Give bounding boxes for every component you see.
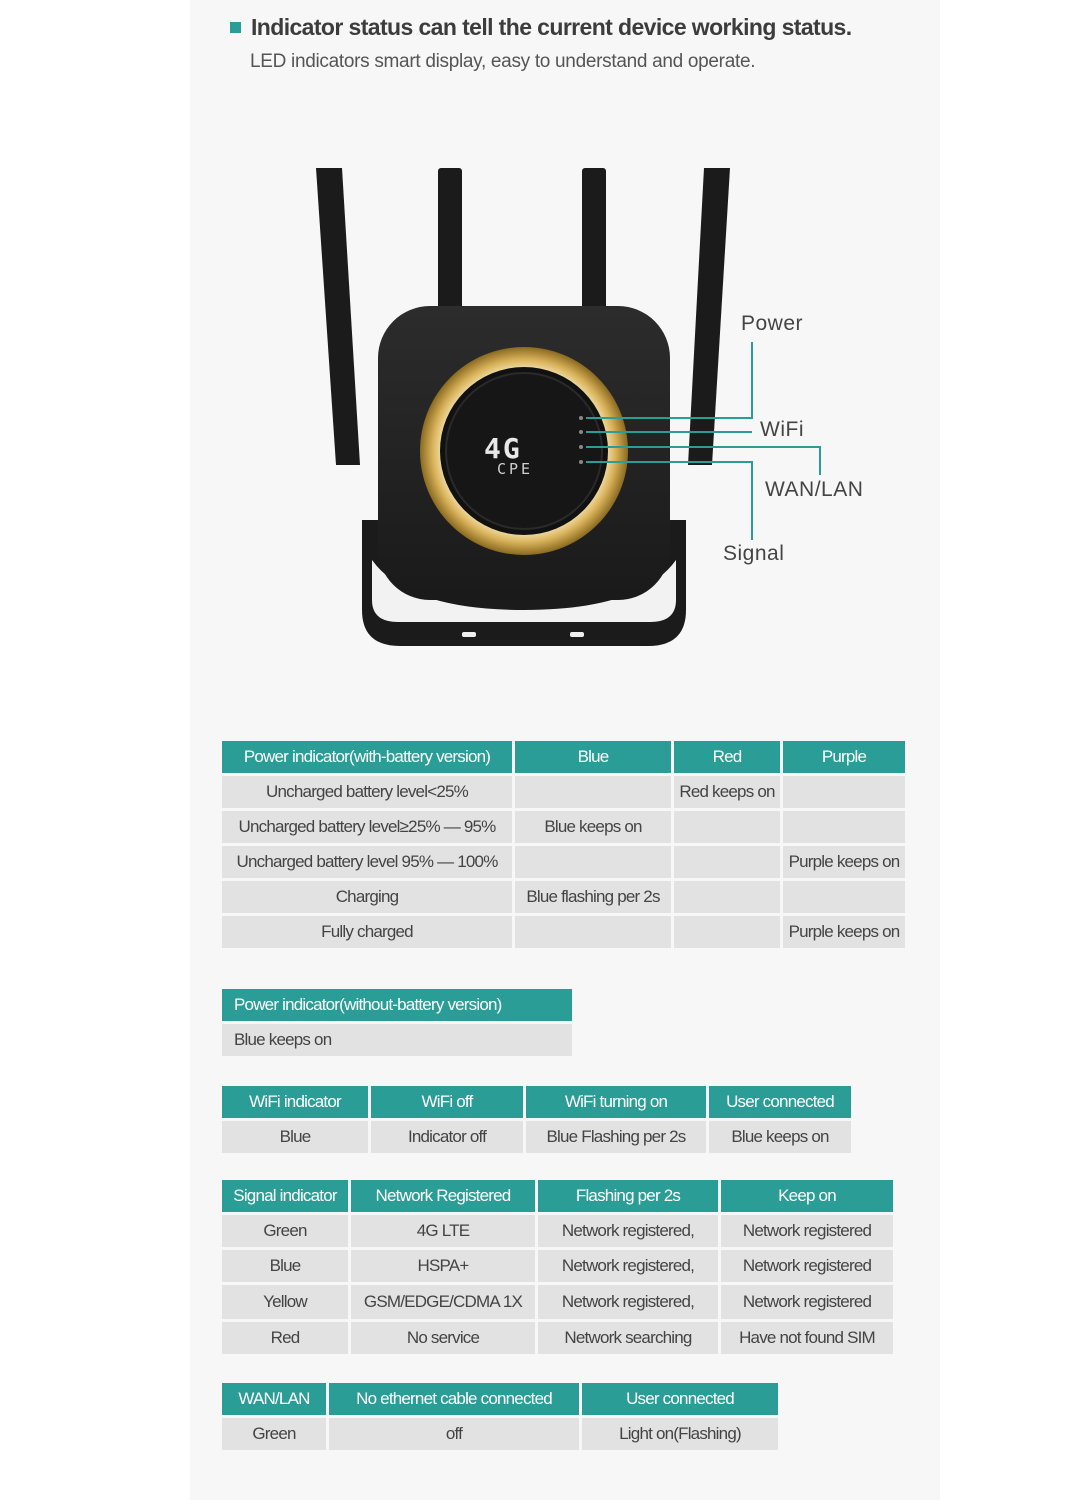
table-row [222, 776, 905, 808]
table-cell [674, 881, 780, 913]
table-cell: No service [351, 1322, 535, 1354]
header-cell: Purple [783, 741, 905, 773]
table-header-row [222, 1180, 893, 1212]
table-row [222, 1285, 893, 1319]
header-cell: Blue [515, 741, 671, 773]
router-illustration [0, 0, 1074, 700]
signal-table [219, 1177, 896, 1357]
table-row [222, 1215, 893, 1247]
table-cell: 4G LTE [351, 1215, 535, 1247]
table-cell: Blue [222, 1121, 368, 1153]
header-cell: WAN/LAN [222, 1383, 326, 1415]
table-row [222, 846, 905, 878]
table-cell: off [329, 1418, 579, 1450]
table-cell: Green [222, 1418, 326, 1450]
table-cell: Fully charged [222, 916, 512, 948]
table-cell: Have not found SIM [721, 1322, 893, 1354]
header-cell: Keep on [721, 1180, 893, 1212]
router-logo-4g: 4G [484, 432, 522, 465]
header-cell: Signal indicator [222, 1180, 348, 1212]
table-cell [783, 811, 905, 843]
table-cell: Network registered [721, 1215, 893, 1247]
callout-signal: Signal [723, 542, 785, 565]
table-cell: Charging [222, 881, 512, 913]
header-cell: Power indicator(with-battery version) [222, 741, 512, 773]
table-row [222, 1418, 778, 1450]
table-row [222, 916, 905, 948]
table-cell: Red keeps on [674, 776, 780, 808]
table-cell: Blue keeps on [222, 1024, 572, 1056]
table-cell [674, 916, 780, 948]
table-cell: Purple keeps on [783, 916, 905, 948]
table-cell: Yellow [222, 1285, 348, 1319]
table-header-row [222, 1086, 851, 1118]
table-cell: GSM/EDGE/CDMA 1X [351, 1285, 535, 1319]
table-cell: Uncharged battery level≥25% — 95% [222, 811, 512, 843]
table-cell [783, 881, 905, 913]
table-row [222, 1121, 851, 1153]
table-cell: Red [222, 1322, 348, 1354]
header-cell: Network Registered [351, 1180, 535, 1212]
table-cell: Network registered [721, 1285, 893, 1319]
table-cell: Green [222, 1215, 348, 1247]
header-cell: WiFi indicator [222, 1086, 368, 1118]
table-row [222, 1322, 893, 1354]
page-title: Indicator status can tell the current device working status. [251, 14, 852, 40]
table-row [222, 1250, 893, 1282]
table-cell: Network registered, [538, 1285, 718, 1319]
table-row [222, 1024, 572, 1056]
table-row [222, 881, 905, 913]
table-cell [515, 916, 671, 948]
table-cell: Uncharged battery level<25% [222, 776, 512, 808]
header-cell: Power indicator(without-battery version) [222, 989, 572, 1021]
power-nobattery-table [219, 986, 575, 1059]
table-cell: Blue flashing per 2s [515, 881, 671, 913]
power-battery-table [219, 738, 908, 951]
table-cell: Network searching [538, 1322, 718, 1354]
callout-wanlan: WAN/LAN [765, 478, 864, 501]
header-cell: Red [674, 741, 780, 773]
table-cell: Uncharged battery level 95% — 100% [222, 846, 512, 878]
header-cell: WiFi turning on [526, 1086, 706, 1118]
table-row [222, 811, 905, 843]
table-cell: Blue [222, 1250, 348, 1282]
table-cell: Indicator off [371, 1121, 523, 1153]
table-cell: Purple keeps on [783, 846, 905, 878]
wifi-table [219, 1083, 854, 1156]
callout-power: Power [741, 312, 804, 335]
table-cell [783, 776, 905, 808]
router-logo-cpe: CPE [497, 460, 534, 478]
table-cell: Blue keeps on [709, 1121, 851, 1153]
header-cell: User connected [709, 1086, 851, 1118]
router-image [0, 0, 1074, 700]
table-cell: Network registered [721, 1250, 893, 1282]
table-cell: Blue Flashing per 2s [526, 1121, 706, 1153]
header-cell: User connected [582, 1383, 778, 1415]
table-cell: Blue keeps on [515, 811, 671, 843]
wanlan-table [219, 1380, 781, 1453]
header-cell: Flashing per 2s [538, 1180, 718, 1212]
page-subtitle: LED indicators smart display, easy to understand and operate. [250, 51, 756, 72]
callout-wifi: WiFi [760, 418, 804, 441]
table-cell: Network registered, [538, 1215, 718, 1247]
table-cell: HSPA+ [351, 1250, 535, 1282]
table-cell [674, 846, 780, 878]
table-cell [674, 811, 780, 843]
table-header-row [222, 741, 905, 773]
table-cell [515, 776, 671, 808]
table-cell: Network registered, [538, 1250, 718, 1282]
table-header-row [222, 1383, 778, 1415]
header-cell: WiFi off [371, 1086, 523, 1118]
table-header-row [222, 989, 572, 1021]
table-cell: Light on(Flashing) [582, 1418, 778, 1450]
table-cell [515, 846, 671, 878]
header-cell: No ethernet cable connected [329, 1383, 579, 1415]
